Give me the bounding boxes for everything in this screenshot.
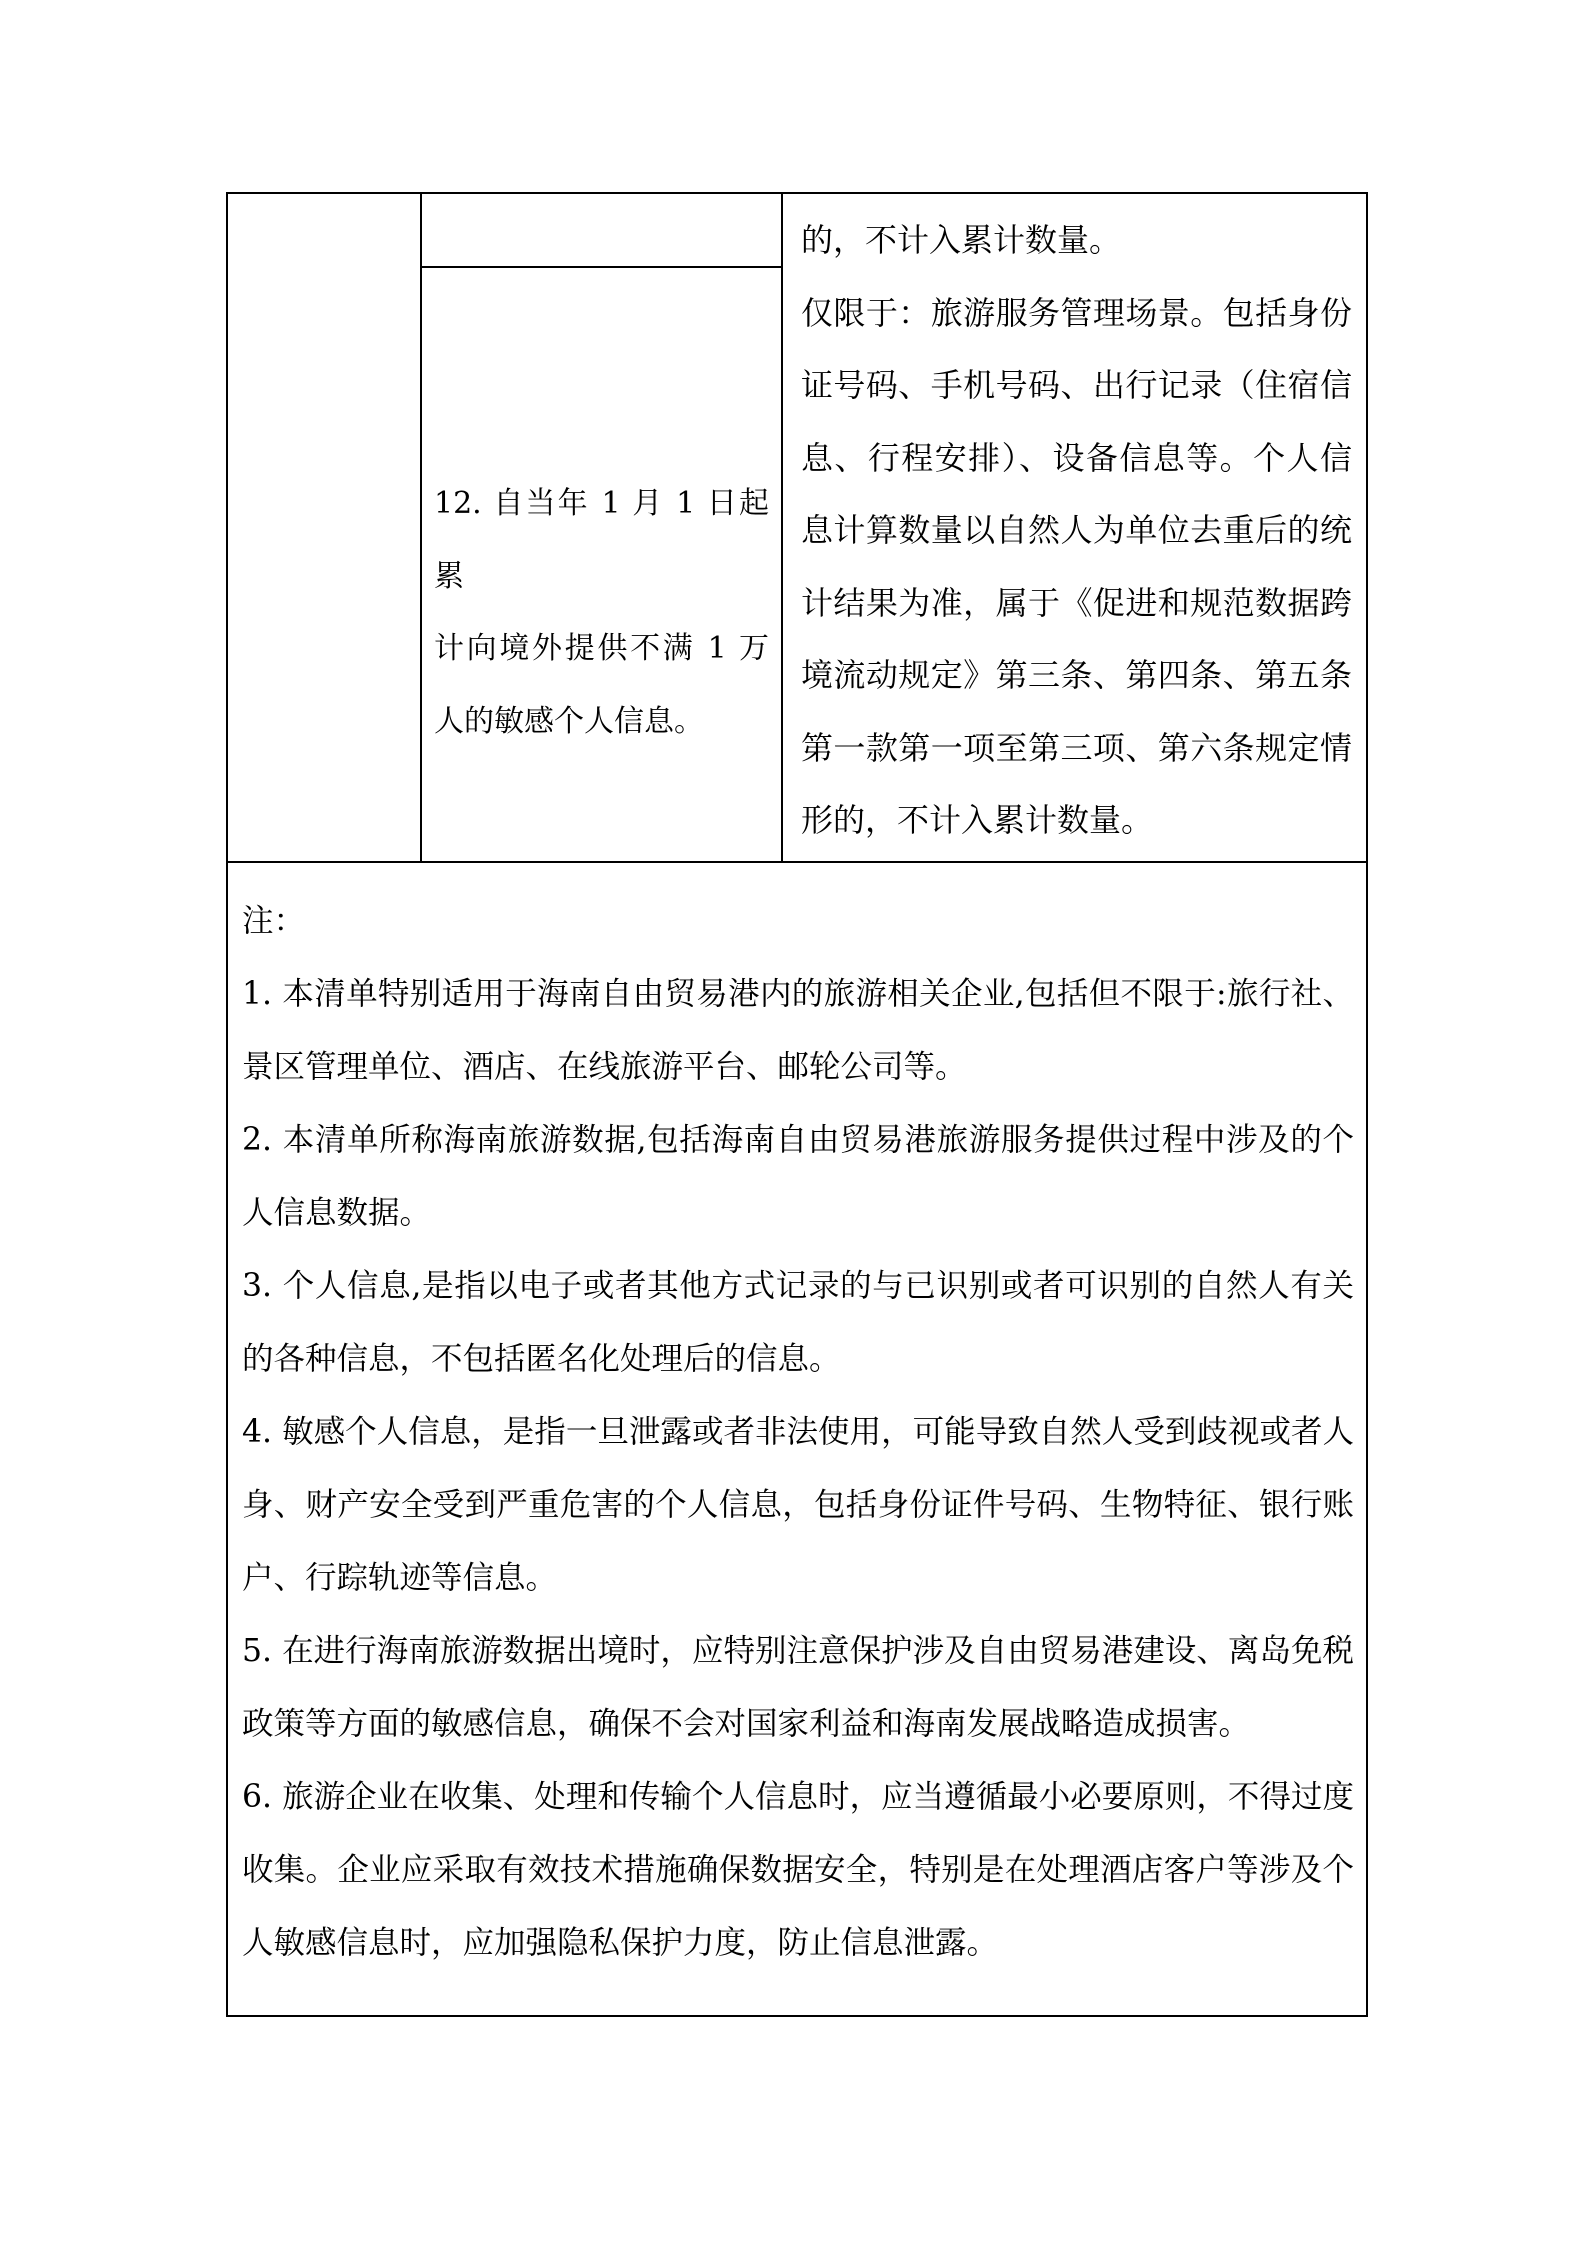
table-top-section (228, 194, 1366, 863)
note-line: 景区管理单位、酒店、在线旅游平台、邮轮公司等。 (242, 1049, 967, 1085)
scope-line: 形的，不计入累计数量。 (801, 801, 1154, 839)
note-line: 的各种信息，不包括匿名化处理后的信息。 (242, 1341, 841, 1377)
note-line: 政策等方面的敏感信息，确保不会对国家利益和海南发展战略造成损害。 (242, 1706, 1251, 1742)
item-12-cell (422, 268, 781, 861)
scope-line: 计结果为准，属于《促进和规范数据跨 (801, 583, 1352, 622)
item-11-cell-tail-empty (422, 194, 781, 268)
note-line: 人信息数据。 (242, 1195, 432, 1231)
scope-line: 境流动规定》第三条、第四条、第五条 (801, 656, 1352, 694)
scope-line: 息、行程安排）、设备信息等。个人信 (801, 438, 1352, 477)
note-line: 户、行踪轨迹等信息。 (242, 1560, 558, 1596)
notes-label: 注： (242, 903, 306, 939)
notes-cell (228, 863, 1366, 2013)
note-line: 3. 个人信息,是指以电子或者其他方式记录的与已识别或者可识别的自然人有关 (242, 1268, 1354, 1304)
scope-line: 的，不计入累计数量。 (801, 221, 1122, 259)
note-line: 6. 旅游企业在收集、处理和传输个人信息时，应当遵循最小必要原则，不得过度 (242, 1779, 1354, 1815)
scope-line: 证号码、手机号码、出行记录（住宿信 (801, 366, 1352, 404)
category-cell-empty (228, 194, 420, 861)
scope-line: 第一款第一项至第三项、第六条规定情 (801, 728, 1352, 767)
note-line: 身、财产安全受到严重危害的个人信息，包括身份证件号码、生物特征、银行账 (242, 1487, 1354, 1523)
item-column (420, 194, 783, 861)
note-line: 4. 敏感个人信息，是指一旦泄露或者非法使用，可能导致自然人受到歧视或者人 (242, 1414, 1354, 1450)
note-line: 人敏感信息时，应加强隐私保护力度，防止信息泄露。 (242, 1925, 999, 1961)
scope-line: 仅限于：旅游服务管理场景。包括身份 (801, 293, 1352, 332)
note-line: 1. 本清单特别适用于海南自由贸易港内的旅游相关企业,包括但不限于:旅行社、 (242, 976, 1354, 1012)
data-export-table (226, 192, 1368, 2017)
note-line: 收集。企业应采取有效技术措施确保数据安全，特别是在处理酒店客户等涉及个 (242, 1852, 1354, 1888)
item-12-line: 计向境外提供不满 1 万 (434, 631, 769, 666)
scope-line: 息计算数量以自然人为单位去重后的统 (801, 511, 1352, 549)
note-line: 5. 在进行海南旅游数据出境时，应特别注意保护涉及自由贸易港建设、离岛免税 (242, 1633, 1354, 1669)
item-12-line: 人的敏感个人信息。 (434, 703, 704, 739)
item-12-line: 12. 自当年 1 月 1 日起累 (434, 486, 769, 594)
note-line: 2. 本清单所称海南旅游数据,包括海南自由贸易港旅游服务提供过程中涉及的个 (242, 1122, 1354, 1158)
scope-cell (783, 194, 1366, 861)
